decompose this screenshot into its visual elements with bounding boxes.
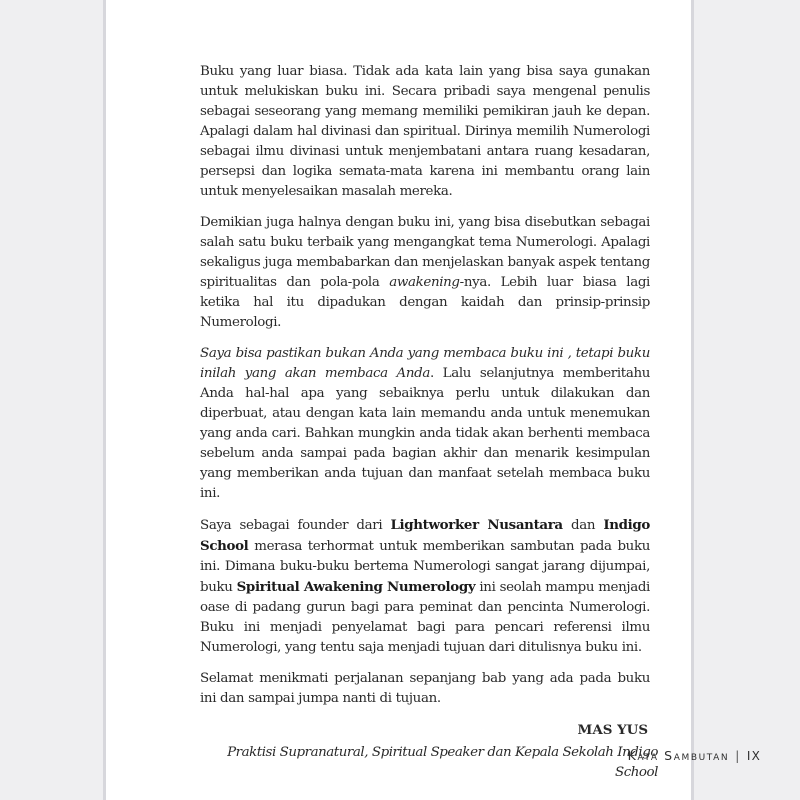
book-page bbox=[106, 0, 691, 800]
signature-name: MAS YUS bbox=[577, 722, 648, 738]
left-margin-band bbox=[0, 0, 106, 800]
paragraph-4-text-c: merasa terhormat untuk memberikan sambutan pada buku ini. Dimana buku-buku bertema Numerologi sangat jarang dijumpai, buku bbox=[200, 539, 650, 595]
paragraph-4-text-b: dan bbox=[562, 518, 604, 533]
paragraph-1 bbox=[200, 62, 650, 202]
page-number: IX bbox=[746, 748, 761, 763]
paragraph-3-text: . Lalu selanjutnya memberitahu Anda hal-hal apa yang sebaiknya perlu untuk dilakukan dan diperbuat, atau dengan kata lain memandu anda untuk menemukan yang anda cari. Bahkan mungkin anda tidak akan berhenti membaca sebelum anda sampai pada bagian akhir dan menarik kesimpulan yang memberikan anda tujuan dan manfaat setelah membaca buku ini. bbox=[200, 366, 650, 501]
paragraph-4-text-a: Saya sebagai founder dari bbox=[200, 518, 391, 533]
page-content bbox=[200, 62, 658, 783]
signature-title: Praktisi Supranatural, Spiritual Speaker dan Kepala Sekolah Indigo School bbox=[227, 745, 658, 780]
right-margin-band bbox=[691, 0, 800, 800]
paragraph-3-italic-quote: Saya bisa pastikan bukan Anda yang membaca buku ini , tetapi buku inilah yang akan membaca Anda bbox=[200, 346, 650, 381]
paragraph-2 bbox=[200, 213, 650, 333]
org-indigo-school: Indigo School bbox=[200, 517, 650, 554]
paragraph-4-text-d: ini seolah mampu menjadi oase di padang gurun bagi para peminat dan pencinta Numerologi. Buku ini menjadi penyelamat bagi para pencari referensi ilmu Numerologi, yang tentu saja menjadi tujuan dari ditulisnya buku ini. bbox=[200, 580, 650, 655]
paragraph-3 bbox=[200, 344, 650, 504]
paragraph-2-text-b: -nya. Lebih luar biasa lagi ketika hal itu dipadukan dengan kaidah dan prinsip-prinsip Numerologi. bbox=[200, 275, 650, 330]
footer-section-label: Kata Sambutan bbox=[627, 748, 730, 763]
book-title: Spiritual Awakening Numerology bbox=[236, 579, 476, 595]
org-lightworker-nusantara: Lightworker Nusantara bbox=[390, 517, 563, 533]
page-footer bbox=[628, 748, 761, 763]
footer-separator: | bbox=[735, 748, 741, 763]
paragraph-2-text-a: Demikian juga halnya dengan buku ini, yang bisa disebutkan sebagai salah satu buku terbaik yang mengangkat tema Numerologi. Apalagi sekaligus juga membabarkan dan menjelaskan banyak aspek tentang spiritualitas dan pola-pola bbox=[200, 215, 650, 290]
paragraph-2-italic: awakening bbox=[389, 275, 460, 290]
paragraph-5 bbox=[200, 669, 650, 709]
paragraph-4 bbox=[200, 515, 650, 658]
paragraph-1-text: Buku yang luar biasa. Tidak ada kata lain yang bisa saya gunakan untuk melukiskan buku ini. Secara pribadi saya mengenal penulis sebagai seseorang yang memang memiliki pemikiran jauh ke depan. Apalagi dalam hal divinasi dan spiritual. Dirinya memilih Numerologi sebagai ilmu divinasi untuk menjembatani antara ruang kesadaran, persepsi dan logika semata-mata karena ini membantu orang lain untuk menyelesaikan masalah mereka. bbox=[200, 64, 650, 199]
paragraph-5-text: Selamat menikmati perjalanan sepanjang bab yang ada pada buku ini dan sampai jumpa nanti di tujuan. bbox=[200, 671, 650, 706]
